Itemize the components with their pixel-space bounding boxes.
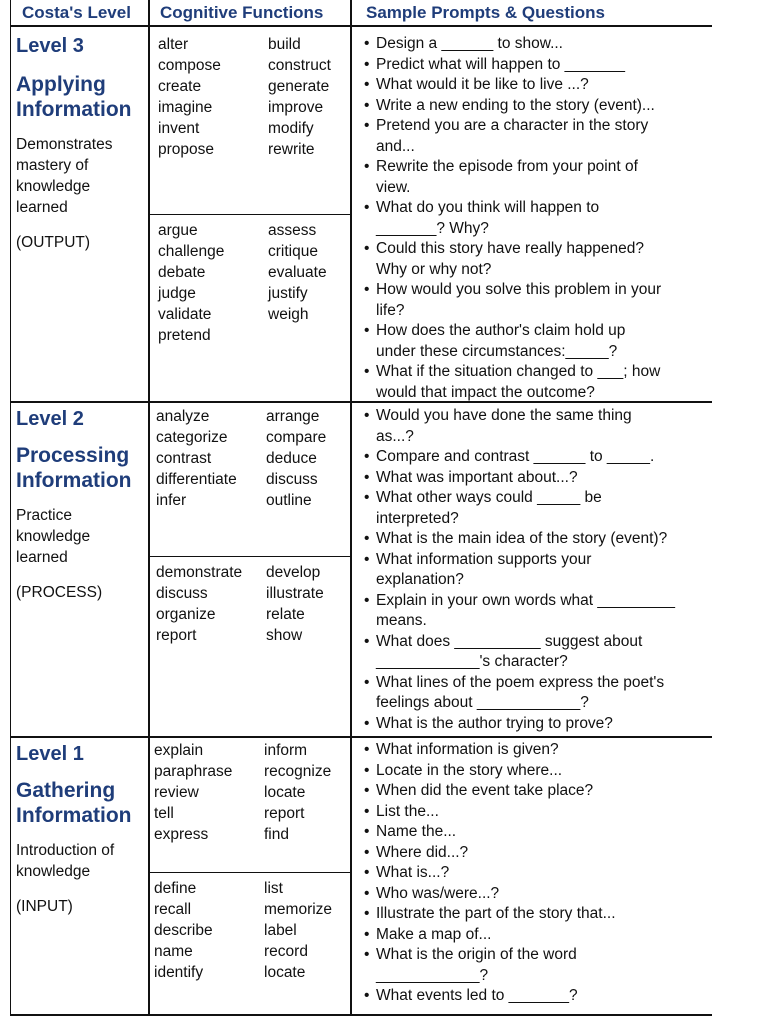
prompt-line: Make a map of... xyxy=(376,925,492,943)
cognitive-function-word: alter xyxy=(158,36,189,53)
prompt-line: _______? Why? xyxy=(376,219,489,237)
prompt-item xyxy=(362,884,712,905)
prompt-item xyxy=(362,488,712,529)
prompt-item xyxy=(362,75,712,96)
prompt-line: What is the author trying to prove? xyxy=(376,714,613,732)
level1-prompts xyxy=(362,740,712,1007)
prompt-item xyxy=(362,740,712,761)
cognitive-function-word: develop xyxy=(266,564,321,581)
prompt-line: feelings about ____________? xyxy=(376,694,589,711)
prompt-line: Rewrite the episode from your point of xyxy=(376,158,638,175)
prompt-item xyxy=(362,96,712,117)
cognitive-function-word: assess xyxy=(268,222,317,239)
prompt-line: What information supports your xyxy=(376,550,592,568)
level1-description-line: knowledge xyxy=(16,863,91,880)
prompt-line: explanation? xyxy=(376,571,464,588)
level2-subtitle xyxy=(16,443,146,493)
cognitive-function-word: review xyxy=(154,784,199,801)
cognitive-function-word: compose xyxy=(158,57,221,74)
prompt-item xyxy=(362,945,712,986)
prompt-item xyxy=(362,925,712,946)
cognitive-function-word: express xyxy=(154,826,209,843)
prompt-line: What if the situation changed to ___; how xyxy=(376,363,661,380)
level1-subtitle-line: Information xyxy=(16,804,132,827)
level1-tag: (INPUT) xyxy=(16,898,73,915)
cognitive-function-word: pretend xyxy=(158,327,211,344)
prompt-item xyxy=(362,822,712,843)
prompt-line: What events led to _______? xyxy=(376,987,578,1004)
level1-title: Level 1 xyxy=(16,743,84,765)
prompt-item xyxy=(362,714,712,735)
cognitive-function-word: locate xyxy=(264,784,306,801)
cognitive-function-word: analyze xyxy=(156,408,210,425)
prompt-line: Locate in the story where... xyxy=(376,761,563,779)
prompt-item xyxy=(362,280,712,321)
cognitive-function-word: modify xyxy=(268,120,314,137)
prompt-line: interpreted? xyxy=(376,509,459,527)
cognitive-function-word: challenge xyxy=(158,243,225,260)
rule-level3-words-divider xyxy=(148,214,352,215)
cognitive-function-word: demonstrate xyxy=(156,564,243,581)
prompt-line: List the... xyxy=(376,802,439,820)
prompt-item xyxy=(362,632,712,673)
level1-description-line: Introduction of xyxy=(16,842,115,859)
cognitive-function-word: illustrate xyxy=(266,585,324,602)
prompt-item xyxy=(362,362,712,403)
level2-prompts xyxy=(362,406,712,734)
rule-level2-words-divider xyxy=(148,556,352,557)
cognitive-function-word: validate xyxy=(158,306,212,323)
rule-table-bottom xyxy=(10,1014,712,1016)
prompt-line: What is...? xyxy=(376,864,450,881)
level2-cell xyxy=(16,407,146,603)
level2-description-line: Practice xyxy=(16,507,72,524)
cognitive-function-word: imagine xyxy=(158,99,213,116)
prompt-item xyxy=(362,34,712,55)
prompt-item xyxy=(362,843,712,864)
prompt-item xyxy=(362,116,712,157)
cognitive-function-word: tell xyxy=(154,805,174,822)
prompt-line: view. xyxy=(376,178,411,196)
level2-tag: (PROCESS) xyxy=(16,584,103,601)
level3-subtitle-line: Applying xyxy=(16,73,106,96)
rule-level2-bottom xyxy=(10,736,712,738)
prompt-item xyxy=(362,468,712,489)
prompt-item xyxy=(362,986,712,1007)
cognitive-function-word: build xyxy=(268,36,301,53)
prompt-line: Who was/were...? xyxy=(376,884,500,902)
prompt-line: life? xyxy=(376,301,405,319)
prompt-line: Why or why not? xyxy=(376,260,492,278)
cognitive-function-word: propose xyxy=(158,141,215,158)
prompt-item xyxy=(362,406,712,447)
prompt-line: What do you think will happen to xyxy=(376,199,600,216)
level3-cell xyxy=(16,34,146,253)
cognitive-function-word: find xyxy=(264,826,289,843)
prompt-line: would that impact the outcome? xyxy=(376,383,595,401)
level1-subtitle-line: Gathering xyxy=(16,779,116,802)
level3-subtitle xyxy=(16,72,146,122)
cognitive-function-word: relate xyxy=(266,606,305,623)
level1-description xyxy=(16,840,146,882)
cognitive-function-word: argue xyxy=(158,222,198,239)
cognitive-function-word: organize xyxy=(156,606,216,623)
prompt-item xyxy=(362,802,712,823)
prompt-line: What information is given? xyxy=(376,741,559,758)
level2-subtitle-line: Information xyxy=(16,469,132,492)
cognitive-function-word: name xyxy=(154,943,193,960)
cognitive-function-word: explain xyxy=(154,742,204,759)
prompt-line: What would it be like to live ...? xyxy=(376,76,589,93)
rule-col2-right xyxy=(350,0,352,1014)
prompt-line: Compare and contrast ______ to _____. xyxy=(376,448,655,465)
prompt-line: Explain in your own words what _________ xyxy=(376,591,675,609)
prompt-line: Predict what will happen to _______ xyxy=(376,55,626,73)
cognitive-function-word: critique xyxy=(268,243,318,260)
prompt-line: Design a ______ to show... xyxy=(376,35,563,52)
cognitive-function-word: deduce xyxy=(266,450,317,467)
cognitive-function-word: describe xyxy=(154,922,213,939)
cognitive-function-word: list xyxy=(264,880,283,897)
cognitive-function-word: construct xyxy=(268,57,331,74)
prompt-line: What is the origin of the word xyxy=(376,946,577,963)
level2-subtitle-line: Processing xyxy=(16,444,130,467)
prompt-line: ____________'s character? xyxy=(376,653,568,670)
prompt-line: ____________? xyxy=(376,966,489,984)
prompt-line: and... xyxy=(376,137,415,155)
prompt-line: What does __________ suggest about xyxy=(376,632,643,650)
prompt-item xyxy=(362,781,712,802)
cognitive-function-word: debate xyxy=(158,264,206,281)
level3-description xyxy=(16,134,146,218)
prompt-line: How does the author's claim hold up xyxy=(376,322,626,339)
cognitive-function-word: report xyxy=(156,627,197,644)
level3-title: Level 3 xyxy=(16,35,84,57)
prompt-item xyxy=(362,761,712,782)
prompt-line: When did the event take place? xyxy=(376,782,594,799)
cognitive-function-word: improve xyxy=(268,99,324,116)
prompt-item xyxy=(362,863,712,884)
cognitive-function-word: contrast xyxy=(156,450,212,467)
level3-description-line: Demonstrates xyxy=(16,136,113,153)
prompt-line: under these circumstances:_____? xyxy=(376,342,618,360)
cognitive-function-word: outline xyxy=(266,492,312,509)
prompt-item xyxy=(362,550,712,591)
prompt-line: Name the... xyxy=(376,823,457,840)
prompt-line: as...? xyxy=(376,427,414,445)
rule-left-edge xyxy=(10,0,11,1016)
cognitive-function-word: justify xyxy=(268,285,308,302)
rule-level1-words-divider xyxy=(148,872,352,873)
cognitive-function-word: generate xyxy=(268,78,330,95)
cognitive-function-word: discuss xyxy=(266,471,318,488)
level2-description-line: learned xyxy=(16,549,68,566)
prompt-item xyxy=(362,239,712,280)
cognitive-function-word: show xyxy=(266,627,303,644)
prompt-item xyxy=(362,157,712,198)
prompt-item xyxy=(362,198,712,239)
prompt-item xyxy=(362,529,712,550)
prompt-line: What other ways could _____ be xyxy=(376,489,602,506)
prompt-line: Write a new ending to the story (event)... xyxy=(376,96,655,114)
prompt-item xyxy=(362,904,712,925)
level3-description-line: learned xyxy=(16,199,68,216)
cognitive-function-word: judge xyxy=(158,285,196,302)
header-rule xyxy=(10,25,712,27)
level3-description-line: mastery of xyxy=(16,157,89,174)
cognitive-function-word: weigh xyxy=(268,306,309,323)
level3-description-line: knowledge xyxy=(16,178,91,195)
level1-cell xyxy=(16,742,146,917)
level2-title: Level 2 xyxy=(16,408,84,430)
cognitive-function-word: define xyxy=(154,880,197,897)
prompt-line: Could this story have really happened? xyxy=(376,240,644,257)
cognitive-function-word: label xyxy=(264,922,297,939)
cognitive-function-word: identify xyxy=(154,964,204,981)
cognitive-function-word: record xyxy=(264,943,308,960)
cognitive-function-word: compare xyxy=(266,429,327,446)
prompt-item xyxy=(362,55,712,76)
cognitive-function-word: create xyxy=(158,78,202,95)
cognitive-function-word: differentiate xyxy=(156,471,237,488)
header-sample-prompts: Sample Prompts & Questions xyxy=(366,3,605,22)
cognitive-function-word: categorize xyxy=(156,429,228,446)
prompt-line: What is the main idea of the story (event)? xyxy=(376,530,668,547)
prompt-line: means. xyxy=(376,612,427,629)
prompt-line: Pretend you are a character in the story xyxy=(376,117,649,134)
cognitive-function-word: discuss xyxy=(156,585,208,602)
prompt-line: What lines of the poem express the poet's xyxy=(376,673,665,691)
cognitive-function-word: report xyxy=(264,805,305,822)
level2-description-line: knowledge xyxy=(16,528,91,545)
prompt-item xyxy=(362,673,712,714)
prompt-item xyxy=(362,321,712,362)
cognitive-function-word: invent xyxy=(158,120,200,137)
level3-subtitle-line: Information xyxy=(16,98,132,121)
cognitive-function-word: evaluate xyxy=(268,264,327,281)
cognitive-function-word: rewrite xyxy=(268,141,315,158)
cognitive-function-word: infer xyxy=(156,492,187,509)
prompt-line: How would you solve this problem in your xyxy=(376,281,662,298)
level1-subtitle xyxy=(16,778,146,828)
prompt-line: What was important about...? xyxy=(376,468,578,486)
prompt-item xyxy=(362,447,712,468)
header-costas-level: Costa's Level xyxy=(22,3,131,22)
prompt-line: Would you have done the same thing xyxy=(376,407,632,424)
cognitive-function-word: inform xyxy=(264,742,308,759)
header-cognitive-functions: Cognitive Functions xyxy=(160,3,324,22)
prompt-line: Illustrate the part of the story that... xyxy=(376,905,616,922)
prompt-line: Where did...? xyxy=(376,843,469,861)
cognitive-function-word: memorize xyxy=(264,901,333,918)
rule-col1-right xyxy=(148,0,150,1014)
cognitive-function-word: recall xyxy=(154,901,192,918)
cognitive-function-word: locate xyxy=(264,964,306,981)
prompt-item xyxy=(362,591,712,632)
level2-description xyxy=(16,505,146,568)
cognitive-function-word: recognize xyxy=(264,763,332,780)
level3-tag: (OUTPUT) xyxy=(16,234,91,251)
cognitive-function-word: paraphrase xyxy=(154,763,233,780)
cognitive-function-word: arrange xyxy=(266,408,320,425)
level3-prompts xyxy=(362,34,712,403)
